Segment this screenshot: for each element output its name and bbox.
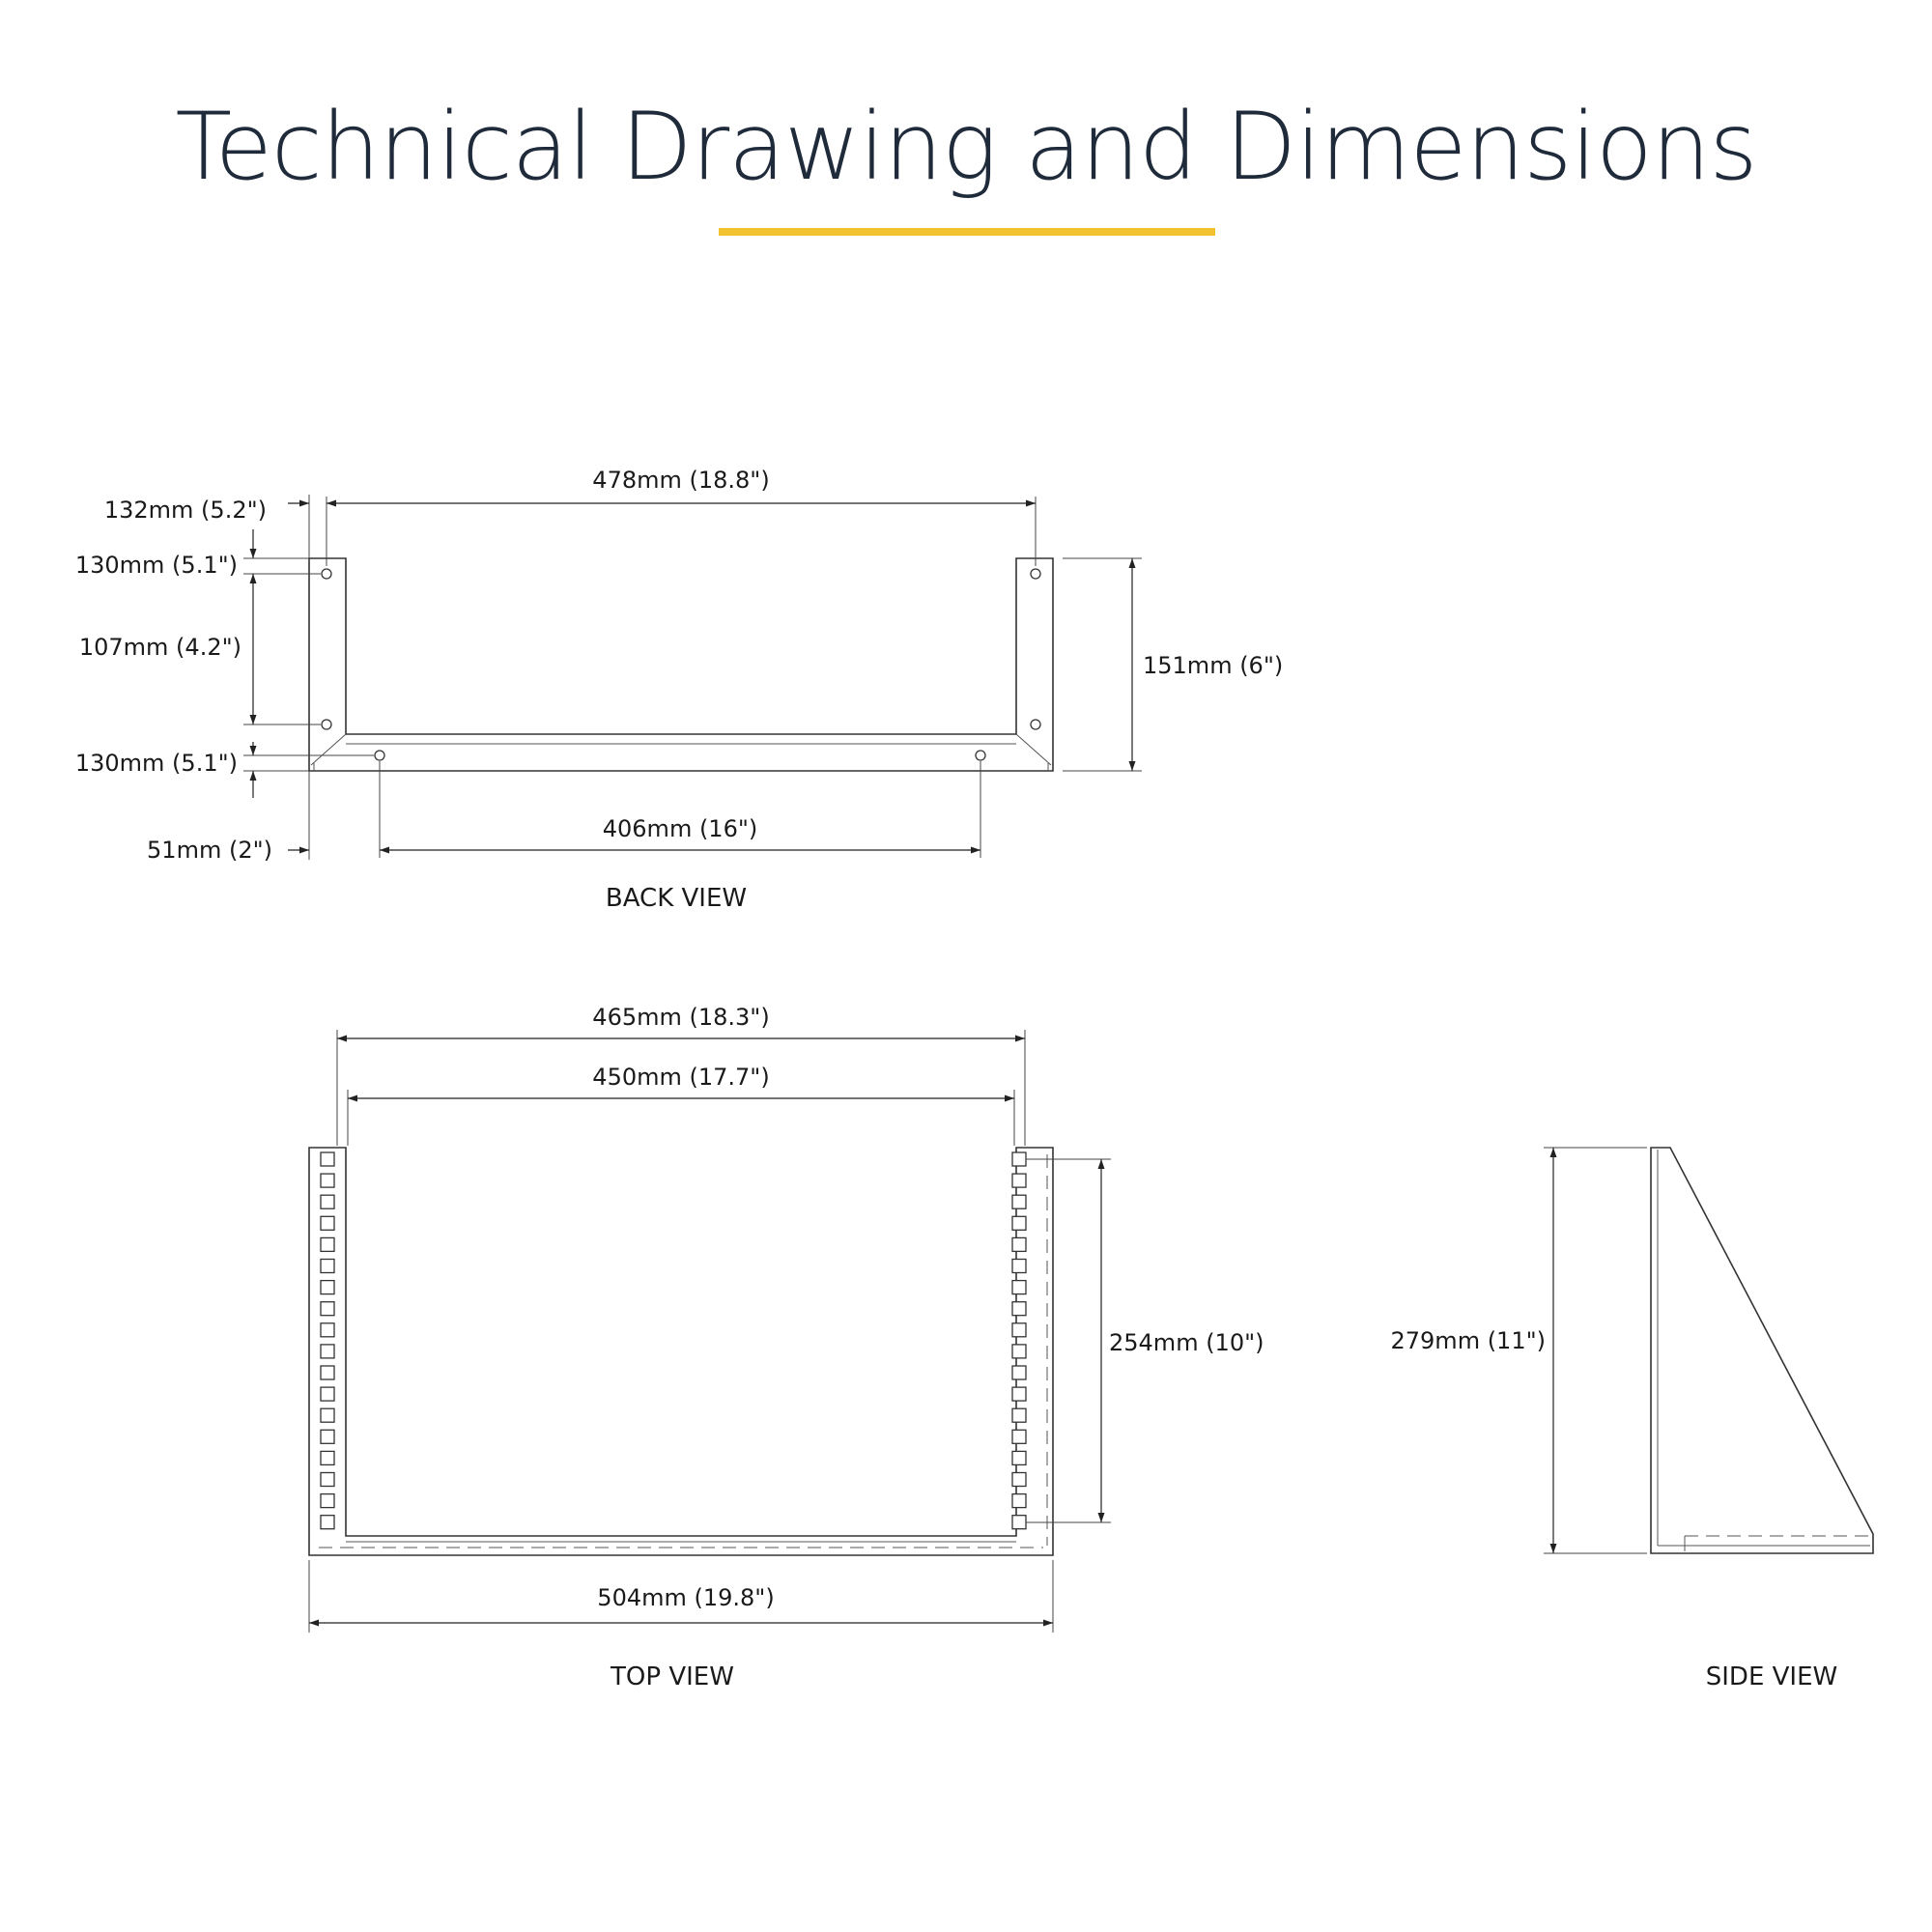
dim-label-left-offset-bottom: 51mm (2") bbox=[147, 837, 272, 864]
rack-square-hole bbox=[321, 1345, 334, 1358]
side-view-label: SIDE VIEW bbox=[1705, 1662, 1838, 1691]
rack-square-hole bbox=[321, 1260, 334, 1273]
rack-square-hole bbox=[1012, 1152, 1026, 1166]
dim-label-hole-spacing: 107mm (4.2") bbox=[78, 634, 242, 661]
back-view-label: BACK VIEW bbox=[605, 884, 748, 913]
rack-square-hole bbox=[1012, 1494, 1026, 1508]
rack-square-hole bbox=[1012, 1323, 1026, 1337]
side-view-profile bbox=[1651, 1148, 1873, 1553]
rack-square-hole bbox=[321, 1174, 334, 1187]
top-view-label: TOP VIEW bbox=[611, 1662, 734, 1691]
rack-square-hole bbox=[1012, 1195, 1026, 1208]
rack-square-hole bbox=[321, 1366, 334, 1379]
rack-square-hole bbox=[321, 1451, 334, 1464]
rack-square-hole bbox=[1012, 1408, 1026, 1422]
dim-label-inner: 450mm (17.7") bbox=[592, 1064, 770, 1091]
rack-square-hole bbox=[321, 1302, 334, 1316]
side-view bbox=[1391, 1148, 1874, 1691]
rack-square-hole bbox=[1012, 1260, 1026, 1273]
rack-square-hole bbox=[1012, 1174, 1026, 1187]
page-title: Technical Drawing and Dimensions bbox=[175, 93, 1757, 201]
dim-label-hole-bottom: 130mm (5.1") bbox=[74, 750, 238, 777]
rack-square-hole bbox=[1012, 1216, 1026, 1230]
rack-square-hole bbox=[321, 1430, 334, 1443]
dim-label-bottom-holes: 406mm (16") bbox=[602, 815, 758, 842]
rack-square-hole bbox=[1012, 1430, 1026, 1443]
rack-square-hole bbox=[1012, 1366, 1026, 1379]
rack-square-hole bbox=[1012, 1345, 1026, 1358]
rack-square-hole bbox=[1012, 1451, 1026, 1464]
back-view-hole-left-bottom bbox=[322, 720, 331, 729]
rack-square-hole bbox=[321, 1195, 334, 1208]
rack-square-hole bbox=[1012, 1516, 1026, 1529]
rack-square-hole bbox=[321, 1152, 334, 1166]
top-view-frame-outline bbox=[309, 1148, 1053, 1555]
dim-label-hole-top: 130mm (5.1") bbox=[74, 552, 238, 579]
rack-square-hole bbox=[321, 1323, 334, 1337]
rack-square-hole bbox=[1012, 1387, 1026, 1401]
back-view-hole-base-left bbox=[375, 751, 384, 760]
rack-square-hole bbox=[1012, 1237, 1026, 1251]
rack-square-hole bbox=[1012, 1281, 1026, 1294]
rack-square-hole bbox=[1012, 1302, 1026, 1316]
rack-square-hole bbox=[321, 1281, 334, 1294]
rack-square-hole bbox=[321, 1387, 334, 1401]
top-view bbox=[309, 1004, 1264, 1691]
top-view-rail-right bbox=[1012, 1152, 1026, 1529]
rack-square-hole bbox=[321, 1216, 334, 1230]
back-view-hole-left-top bbox=[322, 569, 331, 579]
back-view bbox=[75, 467, 1283, 913]
dim-label-outer: 465mm (18.3") bbox=[592, 1004, 770, 1031]
back-view-hole-right-top bbox=[1031, 569, 1040, 579]
rack-square-hole bbox=[321, 1237, 334, 1251]
dim-label-rail: 254mm (10") bbox=[1109, 1329, 1264, 1356]
dim-label-depth: 279mm (11") bbox=[1390, 1327, 1546, 1354]
rack-square-hole bbox=[321, 1408, 334, 1422]
dim-label-height: 151mm (6") bbox=[1143, 652, 1284, 679]
dim-label-overall-width: 478mm (18.8") bbox=[592, 467, 770, 494]
rack-square-hole bbox=[321, 1494, 334, 1508]
top-view-rail-left bbox=[321, 1152, 334, 1529]
back-view-hole-base-right bbox=[976, 751, 985, 760]
back-view-bracket-outline bbox=[309, 558, 1053, 771]
dim-label-total: 504mm (19.8") bbox=[597, 1584, 775, 1611]
back-view-bend-lines bbox=[311, 734, 1051, 771]
rack-square-hole bbox=[1012, 1473, 1026, 1487]
rack-square-hole bbox=[321, 1473, 334, 1487]
rack-square-hole bbox=[321, 1516, 334, 1529]
back-view-hole-right-bottom bbox=[1031, 720, 1040, 729]
dim-label-left-offset-top: 132mm (5.2") bbox=[103, 497, 267, 524]
